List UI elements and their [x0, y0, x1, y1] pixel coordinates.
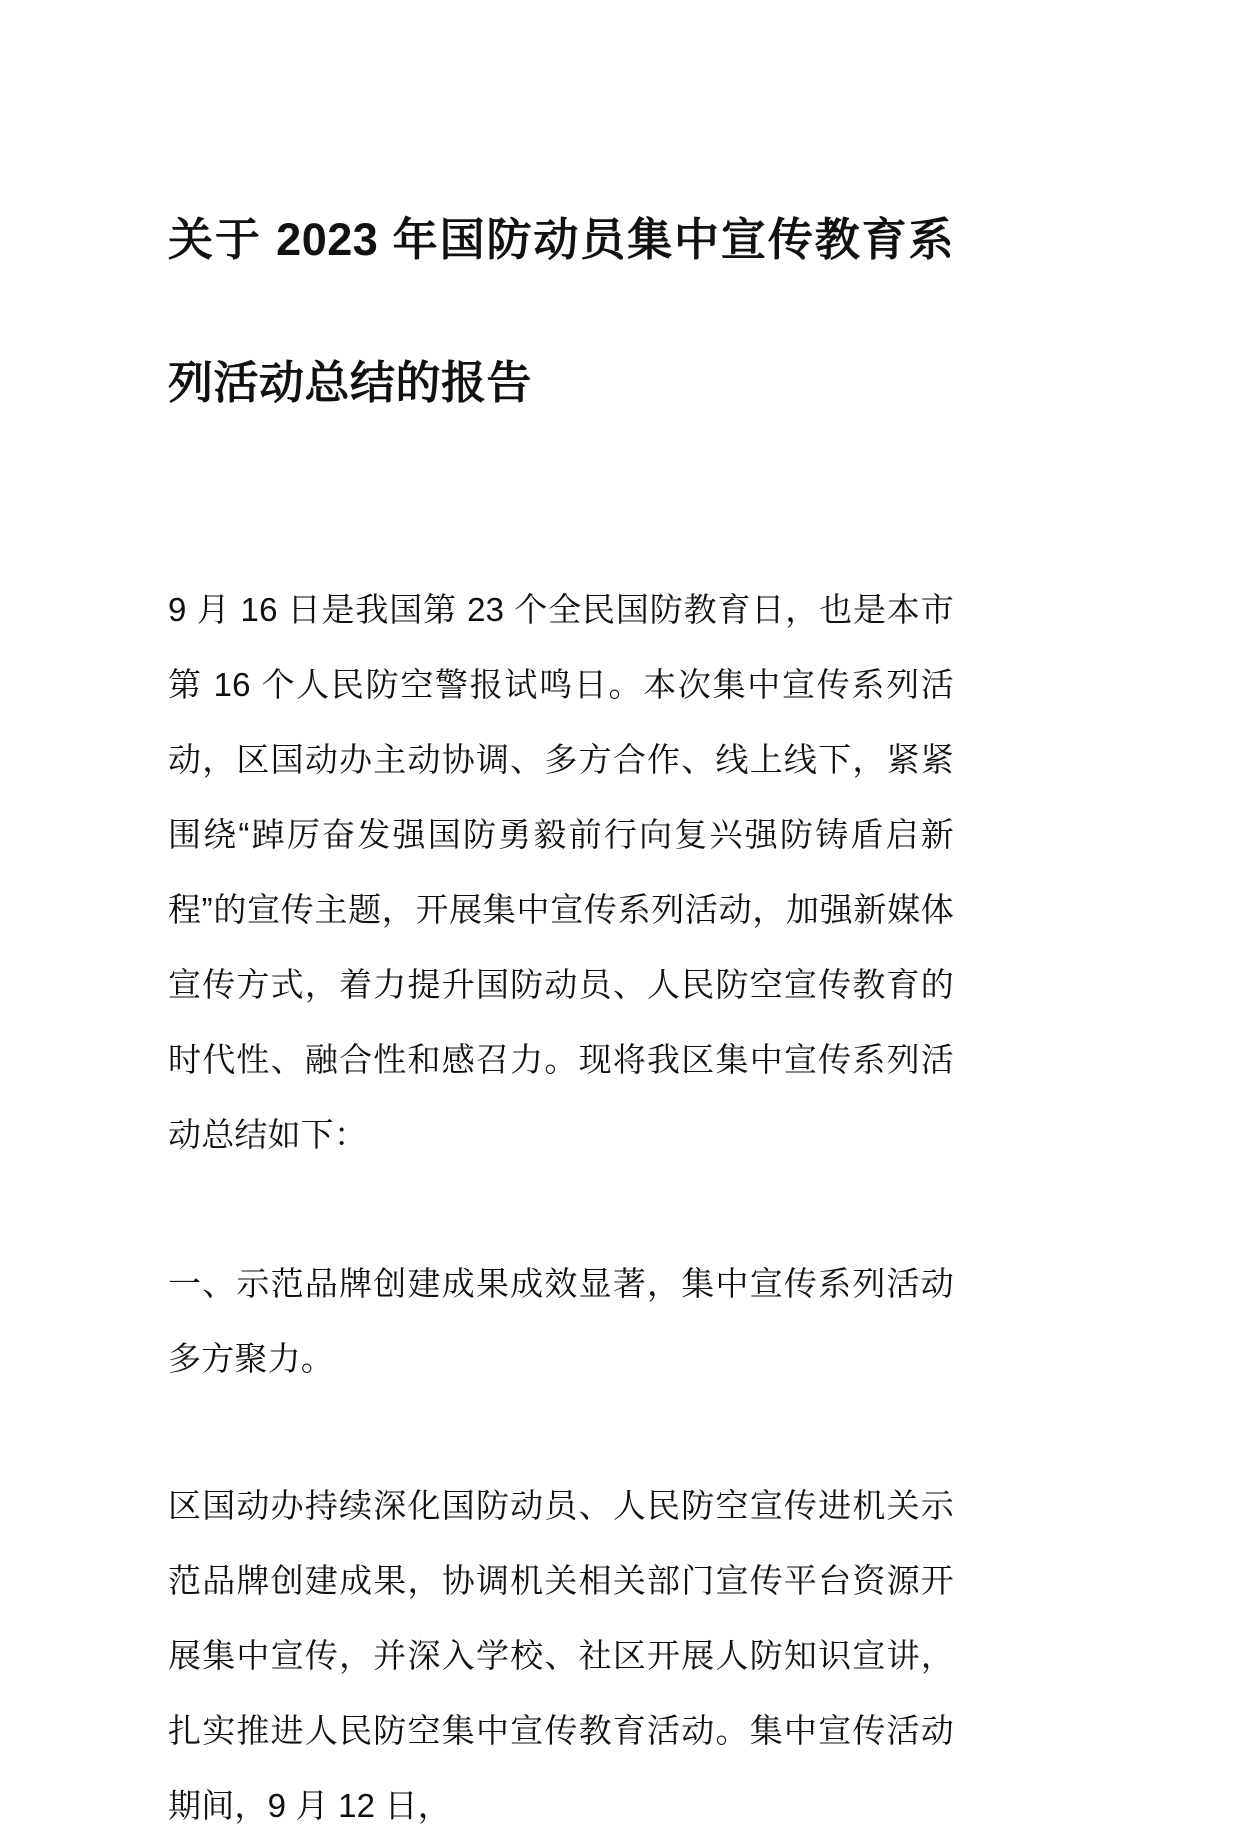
title-body-spacer [168, 454, 954, 572]
section-heading-one: 一、示范品牌创建成果成效显著，集中宣传系列活动多方聚力。 [168, 1265, 954, 1377]
paragraph-gap [168, 1172, 954, 1246]
document-content [168, 0, 954, 1843]
paragraph-intro: 9 月 16 日是我国第 23 个全民国防教育日，也是本市第 16 个人民防空警报试鸣日。本次集中宣传系列活动，区国动办主动协调、多方合作、线上线下，紧紧围绕“踔厉奋发强国防勇毅前行向复兴强防铸盾启新程”的宣传主题，开展集中宣传系列活动，加强新媒体宣传方式，着力提升国防动员、人民防空宣传教育的时代性、融合性和感召力。现将我区集中宣传系列活动总结如下： [168, 591, 954, 1153]
page-title: 关于 2023 年国防动员集中宣传教育系列活动总结的报告 [168, 214, 954, 408]
paragraph-gap [168, 1396, 954, 1468]
section-one-body-paragraph: 区国动办持续深化国防动员、人民防空宣传进机关示范品牌创建成果，协调机关相关部门宣传平台资源开展集中宣传，并深入学校、社区开展人防知识宣讲，扎实推进人民防空集中宣传教育活动。集中宣传活动期间，9 月 12 日， [168, 1487, 954, 1824]
